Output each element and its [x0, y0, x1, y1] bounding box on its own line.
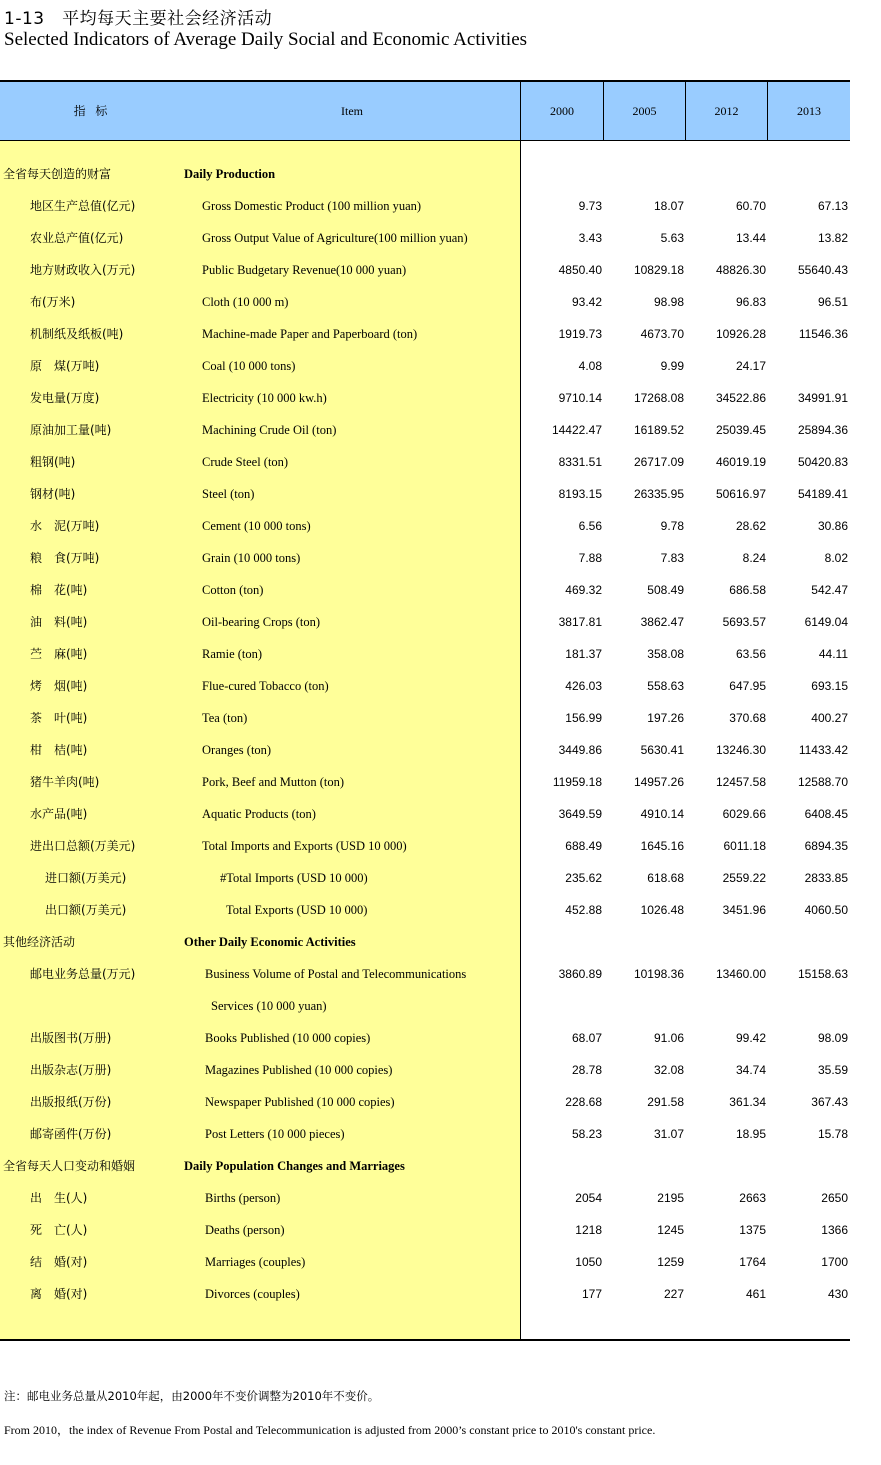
value-2012: 6029.66 — [722, 807, 766, 821]
value-2012: 10926.28 — [715, 327, 766, 341]
value-2013: 34991.91 — [797, 391, 848, 405]
table-row — [0, 702, 850, 734]
value-2013: 6149.04 — [804, 615, 848, 629]
value-2005: 508.49 — [647, 583, 684, 597]
indicator-label-cn: 原油加工量(吨) — [30, 423, 112, 437]
indicator-label-cn: 结 婚(对) — [30, 1255, 88, 1269]
indicator-label-cn: 柑 桔(吨) — [30, 743, 88, 757]
indicator-label-en: Gross Domestic Product (100 million yuan) — [202, 199, 422, 213]
value-2012: 34522.86 — [715, 391, 766, 405]
value-2000: 4.08 — [578, 359, 602, 373]
value-2013: 13.82 — [817, 231, 848, 245]
value-2013: 11433.42 — [798, 743, 848, 757]
value-2005: 618.68 — [647, 871, 684, 885]
section-row — [0, 158, 850, 190]
value-2012: 2559.22 — [722, 871, 766, 885]
value-2005: 3862.47 — [640, 615, 684, 629]
value-2012 — [688, 990, 766, 1022]
value-2005 — [606, 990, 684, 1022]
indicator-label-cn: 地区生产总值(亿元) — [30, 199, 136, 213]
table-header — [0, 82, 850, 141]
value-2012: 60.70 — [735, 199, 766, 213]
value-2013: 35.59 — [817, 1063, 848, 1077]
value-2005: 98.98 — [653, 295, 684, 309]
value-2013: 50420.83 — [797, 455, 848, 469]
value-2005: 9.99 — [660, 359, 684, 373]
indicator-label-en: Pork, Beef and Mutton (ton) — [202, 775, 344, 789]
value-2000: 3860.89 — [558, 967, 602, 981]
table-title-en: Selected Indicators of Average Daily Social and Economic Activities — [4, 29, 528, 50]
value-2000: 3.43 — [578, 231, 602, 245]
table-row — [0, 190, 850, 222]
value-2000: 9.73 — [578, 199, 602, 213]
value-2005: 26335.95 — [633, 487, 684, 501]
value-2000: 2054 — [575, 1191, 602, 1205]
value-2012: 8.24 — [742, 551, 766, 565]
table-row — [0, 1022, 850, 1054]
value-2013: 1366 — [821, 1223, 848, 1237]
value-2012: 48826.30 — [715, 263, 766, 277]
value-2000: 14422.47 — [551, 423, 602, 437]
value-2000: 3449.86 — [558, 743, 602, 757]
value-2012: 25039.45 — [715, 423, 766, 437]
indicator-label-cn: 布(万米) — [30, 295, 76, 309]
value-2012: 18.95 — [735, 1127, 766, 1141]
value-2012: 13.44 — [735, 231, 766, 245]
indicator-label-en: Services (10 000 yuan) — [211, 999, 327, 1013]
value-2000: 177 — [581, 1287, 602, 1301]
value-2012: 461 — [745, 1287, 766, 1301]
value-2013: 11546.36 — [798, 327, 848, 341]
value-2012: 13460.00 — [715, 967, 766, 981]
value-2000: 156.99 — [565, 711, 602, 725]
section-label-cn: 全省每天创造的财富 — [3, 167, 112, 181]
value-2013: 2650 — [821, 1191, 848, 1205]
indicator-label-en: Books Published (10 000 copies) — [205, 1031, 371, 1045]
value-2000 — [524, 990, 602, 1022]
table-row — [0, 670, 850, 702]
value-2005: 1645.16 — [640, 839, 684, 853]
value-2000: 93.42 — [571, 295, 602, 309]
indicator-label-cn: 粮 食(万吨) — [30, 551, 100, 565]
table-row — [0, 894, 850, 926]
indicator-label-en: Electricity (10 000 kw.h) — [202, 391, 327, 405]
table-row — [0, 254, 850, 286]
value-2000: 8193.15 — [558, 487, 602, 501]
value-2013 — [770, 926, 848, 958]
value-2013: 2833.85 — [804, 871, 848, 885]
indicator-label-en: Magazines Published (10 000 copies) — [205, 1063, 393, 1077]
value-2005: 91.06 — [653, 1031, 684, 1045]
value-2013: 44.11 — [818, 647, 848, 661]
value-2013: 6894.35 — [804, 839, 848, 853]
value-2000 — [524, 926, 602, 958]
table-row — [0, 1118, 850, 1150]
section-label-en: Other Daily Economic Activities — [184, 935, 356, 949]
value-2000: 3817.81 — [558, 615, 602, 629]
value-2005: 1026.48 — [640, 903, 684, 917]
value-2000 — [524, 158, 602, 190]
table-row — [0, 958, 850, 990]
value-2005: 1245 — [657, 1223, 684, 1237]
indicator-label-cn: 猪牛羊肉(吨) — [30, 775, 100, 789]
indicator-label-cn: 出 生(人) — [30, 1191, 88, 1205]
indicator-label-cn: 出版图书(万册) — [30, 1031, 112, 1045]
value-2000: 1919.73 — [558, 327, 602, 341]
value-2012: 686.58 — [729, 583, 766, 597]
value-2012: 1764 — [739, 1255, 766, 1269]
indicator-label-en: Deaths (person) — [205, 1223, 285, 1237]
indicator-label-cn: 进出口总额(万美元) — [30, 839, 136, 853]
section-row — [0, 926, 850, 958]
table-row — [0, 1182, 850, 1214]
indicator-label-en: Machine-made Paper and Paperboard (ton) — [202, 327, 418, 341]
indicator-label-en: Crude Steel (ton) — [202, 455, 289, 469]
value-2013: 6408.45 — [804, 807, 848, 821]
value-2005: 17268.08 — [633, 391, 684, 405]
indicator-label-en: Aquatic Products (ton) — [202, 807, 316, 821]
value-2005 — [606, 1150, 684, 1182]
value-2005: 26717.09 — [633, 455, 684, 469]
value-2013: 4060.50 — [804, 903, 848, 917]
indicator-label-cn: 粗钢(吨) — [30, 455, 76, 469]
value-2000: 9710.14 — [558, 391, 602, 405]
indicator-label-en: Public Budgetary Revenue(10 000 yuan) — [202, 263, 407, 277]
table-row — [0, 510, 850, 542]
value-2013: 54189.41 — [797, 487, 848, 501]
value-2005 — [606, 158, 684, 190]
indicator-label-cn: 邮电业务总量(万元) — [30, 967, 136, 981]
table-row — [0, 382, 850, 414]
value-2012 — [688, 158, 766, 190]
value-2012: 12457.58 — [715, 775, 766, 789]
indicator-label-cn: 水 泥(万吨) — [30, 519, 100, 533]
value-2005 — [606, 926, 684, 958]
value-2013: 15.78 — [817, 1127, 848, 1141]
table-row — [0, 414, 850, 446]
indicator-label-cn: 发电量(万度) — [30, 391, 100, 405]
value-2013: 430 — [827, 1287, 848, 1301]
value-2005: 2195 — [657, 1191, 684, 1205]
value-2012: 647.95 — [729, 679, 766, 693]
table-bottom-rule — [0, 1339, 850, 1341]
value-2013: 8.02 — [824, 551, 848, 565]
header-indicator-cn: 指 标 — [73, 104, 111, 118]
value-2013: 542.47 — [811, 583, 848, 597]
footnote-cn: 注：邮电业务总量从2010年起，由2000年不变价调整为2010年不变价。 — [4, 1389, 380, 1403]
table-row — [0, 478, 850, 510]
value-2000: 228.68 — [565, 1095, 602, 1109]
value-2012: 34.74 — [735, 1063, 766, 1077]
indicator-label-en: Oil-bearing Crops (ton) — [202, 615, 321, 629]
table-row — [0, 638, 850, 670]
indicator-label-cn: 棉 花(吨) — [30, 583, 88, 597]
indicator-label-cn: 钢材(吨) — [30, 487, 76, 501]
value-2013: 367.43 — [811, 1095, 848, 1109]
value-2000: 58.23 — [571, 1127, 602, 1141]
value-2005: 10198.36 — [633, 967, 684, 981]
indicator-label-en: Total Imports and Exports (USD 10 000) — [202, 839, 407, 853]
indicator-label-en: Divorces (couples) — [205, 1287, 300, 1301]
value-2005: 4673.70 — [640, 327, 684, 341]
indicator-label-en: Total Exports (USD 10 000) — [226, 903, 368, 917]
header-year-2012: 2012 — [714, 104, 739, 118]
section-label-en: Daily Production — [184, 167, 276, 181]
section-row — [0, 1150, 850, 1182]
indicator-label-cn: 进口额(万美元) — [45, 871, 127, 885]
table-body — [0, 158, 850, 1310]
indicator-label-cn: 茶 叶(吨) — [30, 711, 88, 725]
indicator-label-en: Gross Output Value of Agriculture(100 million yuan) — [202, 231, 468, 245]
indicator-label-en: Steel (ton) — [202, 487, 255, 501]
indicator-label-cn: 水产品(吨) — [30, 807, 88, 821]
value-2012: 99.42 — [735, 1031, 766, 1045]
value-2012 — [688, 1150, 766, 1182]
value-2013: 693.15 — [811, 679, 848, 693]
table-row — [0, 766, 850, 798]
value-2012: 370.68 — [729, 711, 766, 725]
table-row — [0, 606, 850, 638]
indicator-label-en: Business Volume of Postal and Telecommunications — [205, 967, 467, 981]
indicator-label-en: Coal (10 000 tons) — [202, 359, 296, 373]
value-2005: 1259 — [657, 1255, 684, 1269]
table-row — [0, 798, 850, 830]
indicator-label-en: Ramie (ton) — [202, 647, 263, 661]
value-2000: 181.37 — [565, 647, 602, 661]
table-row — [0, 1278, 850, 1310]
value-2005: 5.63 — [660, 231, 684, 245]
value-2013: 30.86 — [817, 519, 848, 533]
value-2005: 291.58 — [647, 1095, 684, 1109]
statistics-table — [0, 80, 850, 1341]
table-row — [0, 862, 850, 894]
indicator-label-en: Post Letters (10 000 pieces) — [205, 1127, 345, 1141]
value-2012: 46019.19 — [715, 455, 766, 469]
value-2005: 31.07 — [653, 1127, 684, 1141]
table-row — [0, 222, 850, 254]
table-row — [0, 830, 850, 862]
indicator-label-en: Births (person) — [205, 1191, 281, 1205]
value-2013 — [770, 1150, 848, 1182]
value-2012: 6011.18 — [723, 839, 766, 853]
value-2012: 3451.96 — [722, 903, 766, 917]
value-2012: 24.17 — [735, 359, 766, 373]
indicator-label-en: Newspaper Published (10 000 copies) — [205, 1095, 395, 1109]
value-2012: 63.56 — [735, 647, 766, 661]
table-row — [0, 1214, 850, 1246]
table-row — [0, 1054, 850, 1086]
footnote-en: From 2010，the index of Revenue From Postal and Telecommunication is adjusted from 2000’s constant price to 2010's constant price. — [4, 1423, 656, 1437]
section-label-cn: 全省每天人口变动和婚姻 — [3, 1159, 136, 1173]
value-2000: 28.78 — [571, 1063, 602, 1077]
table-row — [0, 990, 850, 1022]
value-2013 — [770, 350, 848, 382]
table-row — [0, 574, 850, 606]
header-year-2005: 2005 — [632, 104, 657, 118]
indicator-label-en: Tea (ton) — [202, 711, 248, 725]
indicator-label-en: Marriages (couples) — [205, 1255, 306, 1269]
indicator-label-cn: 机制纸及纸板(吨) — [30, 327, 124, 341]
indicator-label-en: Cement (10 000 tons) — [202, 519, 311, 533]
table-row — [0, 286, 850, 318]
value-2000 — [524, 1150, 602, 1182]
header-year-2013: 2013 — [797, 104, 821, 118]
value-2013: 12588.70 — [797, 775, 848, 789]
indicator-label-en: Cotton (ton) — [202, 583, 264, 597]
indicator-label-cn: 油 料(吨) — [30, 615, 88, 629]
value-2005: 358.08 — [647, 647, 684, 661]
header-year-2000: 2000 — [550, 104, 574, 118]
value-2012: 2663 — [739, 1191, 766, 1205]
table-row — [0, 318, 850, 350]
value-2013: 1700 — [821, 1255, 848, 1269]
indicator-label-en: Grain (10 000 tons) — [202, 551, 301, 565]
indicator-label-cn: 死 亡(人) — [30, 1223, 88, 1237]
value-2005: 14957.26 — [633, 775, 684, 789]
value-2000: 11959.18 — [552, 775, 602, 789]
table-row — [0, 1246, 850, 1278]
indicator-label-cn: 农业总产值(亿元) — [30, 231, 124, 245]
table-row — [0, 446, 850, 478]
indicator-label-en: #Total Imports (USD 10 000) — [220, 871, 368, 885]
section-label-en: Daily Population Changes and Marriages — [184, 1159, 405, 1173]
table-row — [0, 1086, 850, 1118]
value-2000: 688.49 — [565, 839, 602, 853]
value-2005: 558.63 — [647, 679, 684, 693]
value-2005: 32.08 — [653, 1063, 684, 1077]
value-2005: 5630.41 — [640, 743, 684, 757]
value-2000: 469.32 — [565, 583, 602, 597]
value-2013: 98.09 — [817, 1031, 848, 1045]
value-2012: 96.83 — [735, 295, 766, 309]
value-2013: 67.13 — [817, 199, 848, 213]
value-2000: 235.62 — [565, 871, 602, 885]
table-title-cn: 1-13 平均每天主要社会经济活动 — [4, 9, 273, 29]
value-2005: 10829.18 — [633, 263, 684, 277]
indicator-label-cn: 苎 麻(吨) — [30, 647, 88, 661]
value-2005: 7.83 — [660, 551, 684, 565]
value-2012: 28.62 — [735, 519, 766, 533]
value-2012 — [688, 926, 766, 958]
indicator-label-cn: 出版杂志(万册) — [30, 1063, 112, 1077]
indicator-label-en: Machining Crude Oil (ton) — [202, 423, 337, 437]
value-2005: 18.07 — [653, 199, 684, 213]
value-2005: 16189.52 — [633, 423, 684, 437]
value-2013: 15158.63 — [797, 967, 848, 981]
value-2013 — [770, 990, 848, 1022]
value-2012: 13246.30 — [715, 743, 766, 757]
value-2005: 4910.14 — [640, 807, 684, 821]
value-2000: 426.03 — [565, 679, 602, 693]
value-2005: 227 — [663, 1287, 684, 1301]
value-2013: 96.51 — [817, 295, 848, 309]
indicator-label-cn: 烤 烟(吨) — [30, 679, 88, 693]
value-2012: 5693.57 — [722, 615, 766, 629]
value-2013 — [770, 158, 848, 190]
value-2013: 25894.36 — [797, 423, 848, 437]
section-label-cn: 其他经济活动 — [3, 935, 76, 949]
table-row — [0, 350, 850, 382]
value-2000: 8331.51 — [558, 455, 602, 469]
value-2012: 361.34 — [729, 1095, 766, 1109]
table-row — [0, 542, 850, 574]
value-2000: 6.56 — [578, 519, 602, 533]
value-2000: 1050 — [575, 1255, 602, 1269]
indicator-label-en: Cloth (10 000 m) — [202, 295, 289, 309]
indicator-label-cn: 出版报纸(万份) — [30, 1095, 112, 1109]
value-2000: 3649.59 — [558, 807, 602, 821]
indicator-label-cn: 离 婚(对) — [30, 1287, 88, 1301]
value-2000: 68.07 — [571, 1031, 602, 1045]
value-2013: 400.27 — [811, 711, 848, 725]
value-2000: 4850.40 — [558, 263, 602, 277]
indicator-label-cn: 原 煤(万吨) — [30, 359, 100, 373]
value-2012: 1375 — [739, 1223, 766, 1237]
value-2000: 452.88 — [565, 903, 602, 917]
value-2013: 55640.43 — [797, 263, 848, 277]
value-2005: 197.26 — [647, 711, 684, 725]
indicator-label-en: Flue-cured Tobacco (ton) — [202, 679, 329, 693]
value-2005: 9.78 — [660, 519, 684, 533]
value-2012: 50616.97 — [715, 487, 766, 501]
header-item-en: Item — [341, 104, 363, 118]
indicator-label-cn: 出口额(万美元) — [45, 903, 127, 917]
indicator-label-cn: 地方财政收入(万元) — [30, 263, 136, 277]
value-2000: 1218 — [575, 1223, 602, 1237]
indicator-label-cn: 邮寄函件(万份) — [30, 1127, 112, 1141]
indicator-label-en: Oranges (ton) — [202, 743, 272, 757]
value-2000: 7.88 — [578, 551, 602, 565]
table-row — [0, 734, 850, 766]
